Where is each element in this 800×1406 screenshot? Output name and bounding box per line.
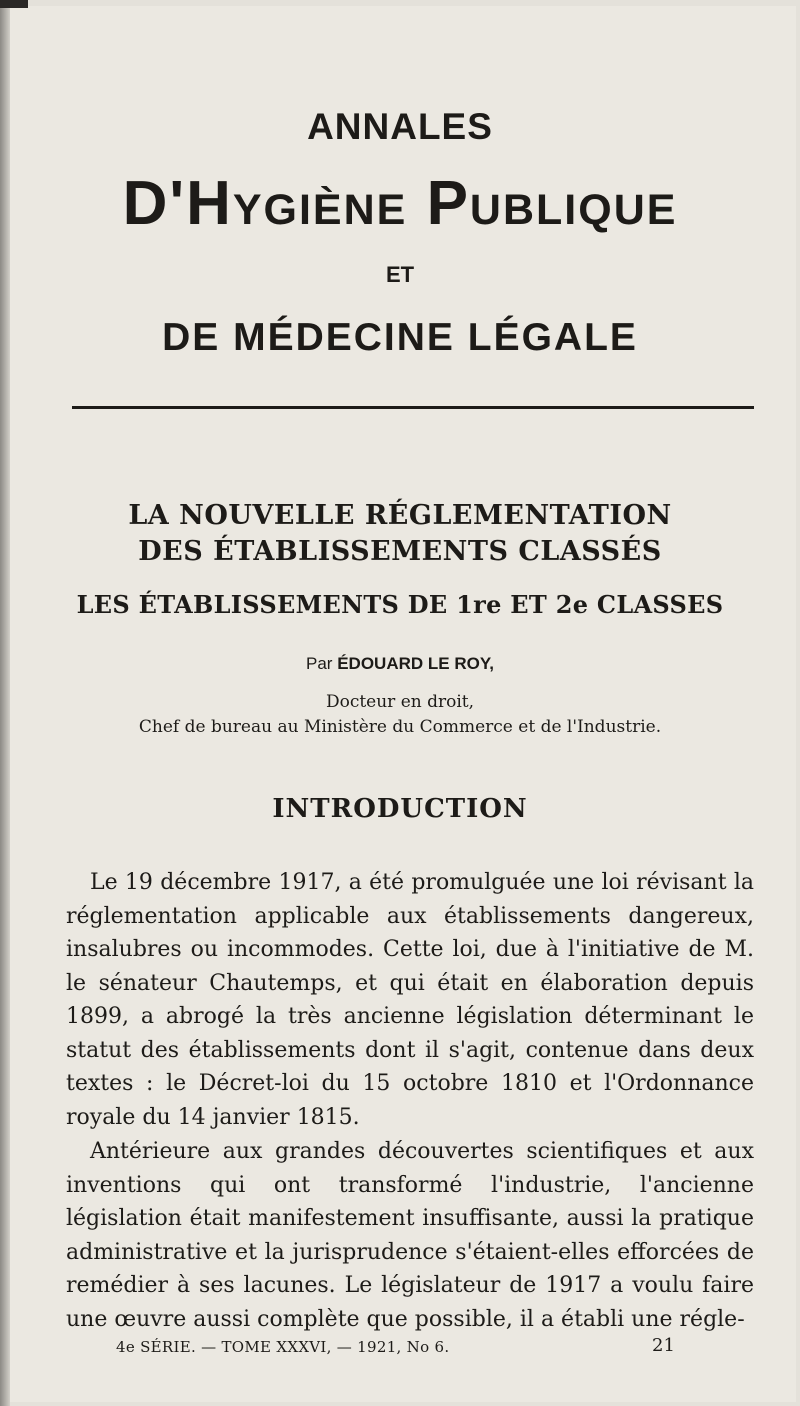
journal-title-medecine: DE MÉDECINE LÉGALE (162, 316, 638, 359)
title-divider-rule (72, 406, 754, 409)
journal-title-et: ET (385, 262, 415, 287)
body-paragraph-1: Le 19 décembre 1917, a été promulguée une loi révisant la réglementation applicable aux établissements dangereux, insalubres ou incommodes. Cette loi, due à l'initiative de M. le sénateur Chautemps, et qui était en élaboration depuis 1899, a abrogé la très ancienne législation déterminant le statut des établissements dont il s'agit, contenue dans deux textes : le Décret-loi du 15 octobre 1810 et l'Ordonnance royale du 14 janvier 1815. (66, 870, 754, 1130)
article-author (0, 654, 800, 674)
author-role-chief: Chef de bureau au Ministère du Commerce et de l'Industrie. (138, 717, 662, 737)
author-role-doctor: Docteur en droit, (325, 692, 475, 712)
author-name: ÉDOUARD LE ROY, (337, 654, 494, 673)
page-number: 21 (652, 1335, 675, 1356)
body-paragraph-2: Antérieure aux grandes découvertes scientifiques et aux inventions qui ont transformé l'industrie, l'ancienne législation était manifestement insuffisante, aussi la pratique administrative et la jurisprudence s'étaient-elles efforcées de remédier à ses lacunes. Le législateur de 1917 a voulu faire une œuvre aussi complète que possible, il a établi une régle- (66, 1139, 754, 1332)
footer-citation: 4e SÉRIE. — TOME XXXVI, — 1921, No 6. (116, 1338, 450, 1356)
author-prefix: Par (306, 654, 333, 673)
page-corner-mark (0, 0, 28, 8)
journal-title-hygiene: D'Hygiène Publique (122, 169, 678, 238)
section-heading-introduction: INTRODUCTION (272, 794, 528, 824)
article-title-line2: DES ÉTABLISSEMENTS CLASSÉS (138, 536, 662, 567)
article-title-line1: LA NOUVELLE RÉGLEMENTATION (128, 500, 672, 531)
journal-title-annales: ANNALES (307, 106, 493, 147)
article-subtitle: LES ÉTABLISSEMENTS DE 1re ET 2e CLASSES (76, 590, 724, 619)
